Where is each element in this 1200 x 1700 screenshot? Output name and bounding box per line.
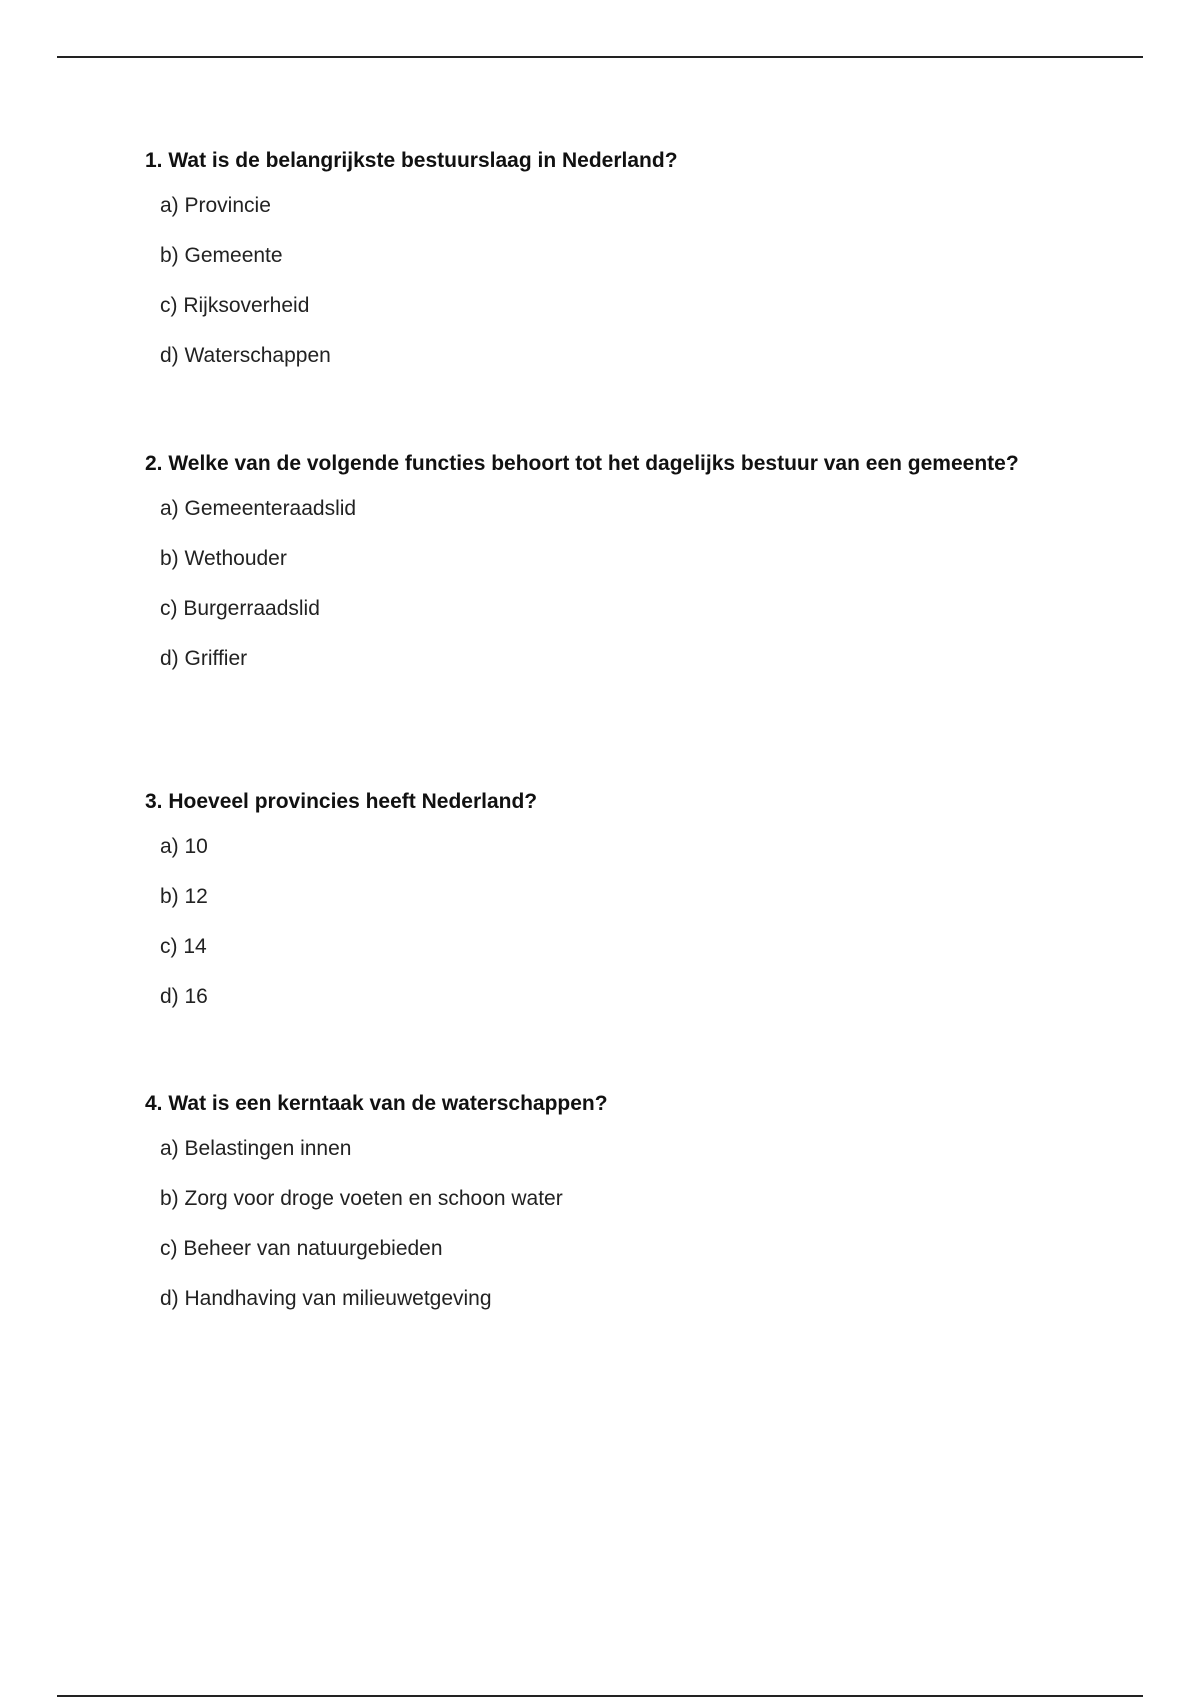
question-1-option-d: d) Waterschappen (160, 344, 331, 367)
question-2-option-b: b) Wethouder (160, 547, 287, 570)
question-1-title: 1. Wat is de belangrijkste bestuurslaag in Nederland? (145, 149, 678, 172)
question-4-option-a: a) Belastingen innen (160, 1137, 352, 1160)
question-1 (145, 143, 1025, 368)
header-rule (57, 56, 1143, 58)
question-2-title: 2. Welke van de volgende functies behoort tot het dagelijks bestuur van een gemeente? (145, 452, 1019, 475)
question-3-options (145, 835, 1025, 1009)
question-3-title: 3. Hoeveel provincies heeft Nederland? (145, 790, 538, 813)
question-1-option-a: a) Provincie (160, 194, 271, 217)
question-2 (145, 446, 1025, 671)
question-2-option-a: a) Gemeenteraadslid (160, 497, 357, 520)
question-4-option-b: b) Zorg voor droge voeten en schoon water (160, 1187, 563, 1210)
question-3-option-d: d) 16 (160, 985, 208, 1008)
question-1-options (145, 194, 1025, 368)
question-3-option-a: a) 10 (160, 835, 208, 858)
question-3-option-c: c) 14 (160, 935, 207, 958)
question-2-option-d: d) Griffier (160, 647, 248, 670)
question-4 (145, 1086, 1025, 1311)
question-1-option-b: b) Gemeente (160, 244, 283, 267)
question-4-option-d: d) Handhaving van milieuwetgeving (160, 1287, 492, 1310)
question-3 (145, 784, 1025, 1009)
question-4-title: 4. Wat is een kerntaak van de waterschappen? (145, 1092, 608, 1115)
question-2-option-c: c) Burgerraadslid (160, 597, 320, 620)
footer-rule (57, 1695, 1143, 1697)
question-2-options (145, 497, 1025, 671)
question-4-option-c: c) Beheer van natuurgebieden (160, 1237, 443, 1260)
question-4-options (145, 1137, 1025, 1311)
question-3-option-b: b) 12 (160, 885, 208, 908)
question-1-option-c: c) Rijksoverheid (160, 294, 310, 317)
